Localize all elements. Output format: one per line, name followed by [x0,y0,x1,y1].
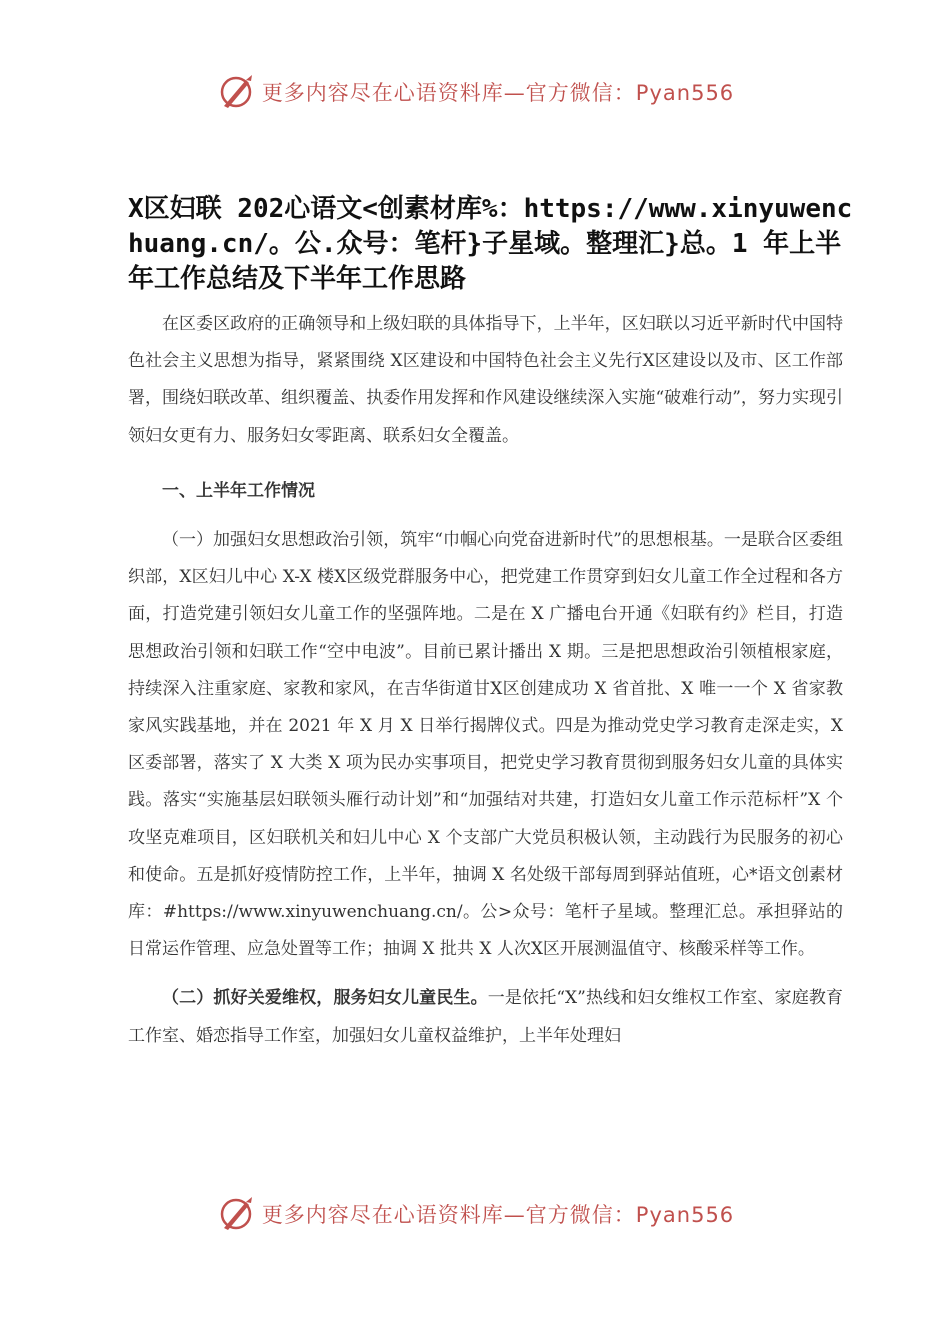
section-2-lead: （二）抓好关爱维权，服务妇女儿童民生。 [162,988,488,1009]
banner-text: 更多内容尽在心语资料库—官方微信：Pyan556 [261,1203,735,1227]
section-2-paragraph [128,980,843,1054]
section-heading: 一、上半年工作情况 [162,480,315,501]
section-1-paragraph: （一）加强妇女思想政治引领，筑牢“巾帼心向党奋进新时代”的思想根基。一是联合区委组织部，X区妇儿中心 X-X 楼X区级党群服务中心，把党建工作贯穿到妇女儿童工作全过程和各方面，打造党建引领妇女儿童工作的坚强阵地。二是在 X 广播电台开通《妇联有约》栏目，打造思想政治引领和妇联工作“空中电波”。目前已累计播出 X 期。三是把思想政治引领植根家庭，持续深入注重家庭、家教和家风，在吉华街道甘X区创建成功 X 省首批、X 唯一一个 X 省家教家风实践基地，并在 2021 年 X 月 X 日举行揭牌仪式。四是为推动党史学习教育走深走实，X区委部署，落实了 X 大类 X 项为民办实事项目，把党史学习教育贯彻到服务妇女儿童的具体实践。落实“实施基层妇联领头雁行动计划”和“加强结对共建，打造妇女儿童工作示范标杆”X 个攻坚克难项目，区妇联机关和妇儿中心 X 个支部广大党员积极认领，主动践行为民服务的初心和使命。五是抓好疫情防控工作，上半年，抽调 X 名处级干部每周到驿站值班，心*语文创素材库：#https://www.xinyuwenchuang.cn/。公>众号：笔杆子星域。整理汇总。承担驿站的日常运作管理、应急处置等工作；抽调 X 批共 X 人次X区开展测温值守、核酸采样等工作。 [128,530,843,960]
quill-pen-logo-icon [216,72,256,112]
footer-banner [0,1192,950,1236]
quill-pen-logo-icon [216,1194,256,1234]
document-body [128,306,843,1055]
document-title: X区妇联 202心语文<创素材库%：https://www.xinyuwenchuang.cn/。公.众号：笔杆}子星域。整理汇}总。1 年上半年工作总结及下半年工作思路 [128,194,853,294]
intro-paragraph: 在区委区政府的正确领导和上级妇联的具体指导下，上半年，区妇联以习近平新时代中国特色社会主义思想为指导，紧紧围绕 X区建设和中国特色社会主义先行X区建设以及市、区工作部署，围绕妇联改革、组织覆盖、执委作用发挥和作风建设继续深入实施“破难行动”，努力实现引领妇女更有力、服务妇女零距离、联系妇女全覆盖。 [128,314,843,446]
header-banner [0,70,950,114]
banner-text: 更多内容尽在心语资料库—官方微信：Pyan556 [261,81,735,105]
section-2-text: 一是依托“X”热线和妇女维权工作室、家庭教育工作室、婚恋指导工作室，加强妇女儿童权益维护，上半年处理妇 [128,988,844,1046]
